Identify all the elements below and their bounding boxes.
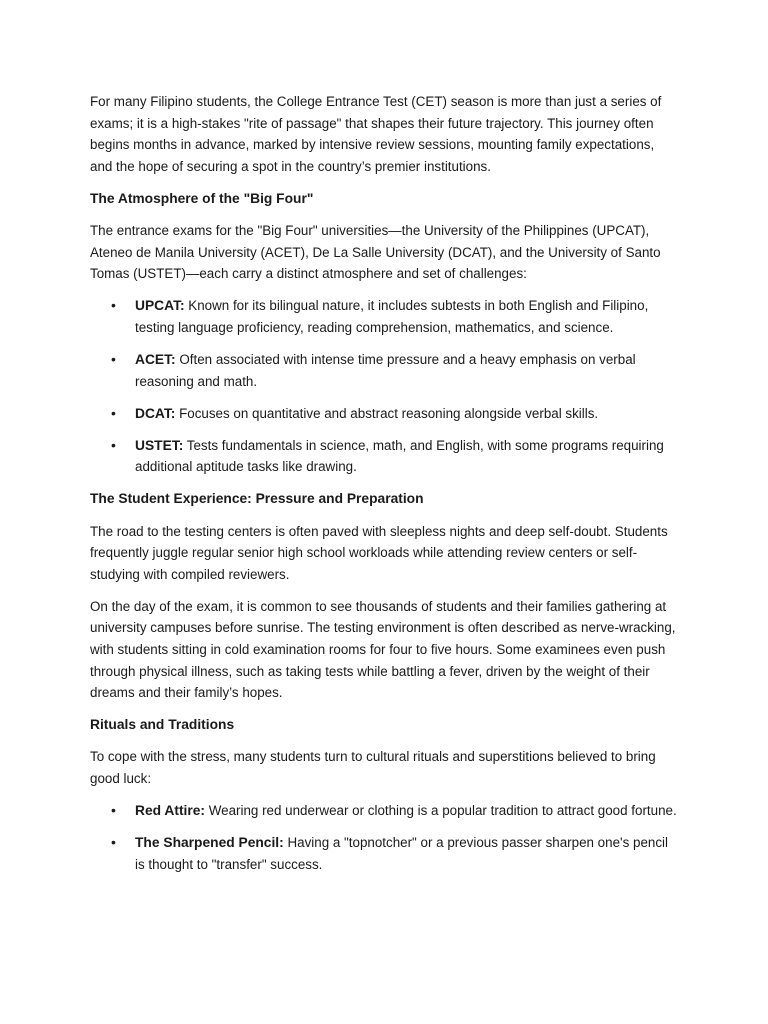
rituals-list	[90, 800, 678, 875]
list-item	[90, 832, 678, 875]
student-experience-paragraph-1: The road to the testing centers is often paved with sleepless nights and deep self-doubt. Students frequently juggle regular senior high school workloads while attending review centers or self-studying with compiled reviewers.	[90, 523, 668, 582]
list-item	[90, 435, 678, 478]
list-item-text: Wearing red underwear or clothing is a popular tradition to attract good fortune.	[205, 803, 677, 819]
bullet-icon: •	[111, 802, 116, 819]
list-item-term: Red Attire:	[135, 803, 206, 819]
big-four-list	[90, 295, 678, 478]
list-item-text: Having a "topnotcher" or a previous passer sharpen one's pencil is thought to "transfer" success.	[135, 835, 668, 872]
intro-paragraph: For many Filipino students, the College Entrance Test (CET) season is more than just a series of exams; it is a high-stakes "rite of passage" that shapes their future trajectory. This journey often begins months in advance, marked by intensive review sessions, mounting family expectations, and the hope of securing a spot in the country’s premier institutions.	[90, 94, 662, 174]
student-experience-paragraph-2: On the day of the exam, it is common to see thousands of students and their families gathering at university campuses before sunrise. The testing environment is often described as nerve-wracking, with students sitting in cold examination rooms for four to five hours. Some examinees even push through physical illness, such as taking tests while battling a fever, driven by the weight of their dreams and their family’s hopes.	[90, 598, 676, 701]
list-item-term: DCAT:	[135, 405, 176, 421]
bullet-icon: •	[111, 297, 116, 314]
list-item-text: Known for its bilingual nature, it includes subtests in both English and Filipino, testing language proficiency, reading comprehension, mathematics, and science.	[135, 298, 649, 335]
list-item-text: Often associated with intense time pressure and a heavy emphasis on verbal reasoning and math.	[135, 351, 636, 389]
list-item	[90, 349, 678, 392]
bullet-icon: •	[111, 834, 116, 851]
list-item	[90, 800, 678, 822]
list-item-term: USTET:	[135, 437, 184, 453]
list-item-text: Focuses on quantitative and abstract reasoning alongside verbal skills.	[175, 405, 599, 421]
list-item	[90, 403, 678, 425]
rituals-paragraph: To cope with the stress, many students turn to cultural rituals and superstitions believed to bring good luck:	[90, 749, 656, 786]
bullet-icon: •	[111, 350, 116, 367]
section-heading-student-experience: The Student Experience: Pressure and Preparation	[90, 491, 424, 507]
list-item-text: Tests fundamentals in science, math, and English, with some programs requiring additional aptitude tasks like drawing.	[135, 437, 664, 475]
section-heading-big-four: The Atmosphere of the "Big Four"	[90, 190, 314, 206]
bullet-icon: •	[111, 436, 116, 453]
section-heading-rituals: Rituals and Traditions	[90, 717, 235, 733]
big-four-paragraph: The entrance exams for the "Big Four" universities—the University of the Philippines (UPCAT), Ateneo de Manila University (ACET), De La Salle University (DCAT), and the University of Santo Tomas (USTET)—each carry a distinct atmosphere and set of challenges:	[90, 222, 661, 282]
list-item-term: The Sharpened Pencil:	[135, 835, 284, 851]
list-item	[90, 295, 678, 338]
list-item-term: ACET:	[135, 351, 176, 367]
bullet-icon: •	[111, 404, 116, 421]
list-item-term: UPCAT:	[135, 298, 185, 314]
